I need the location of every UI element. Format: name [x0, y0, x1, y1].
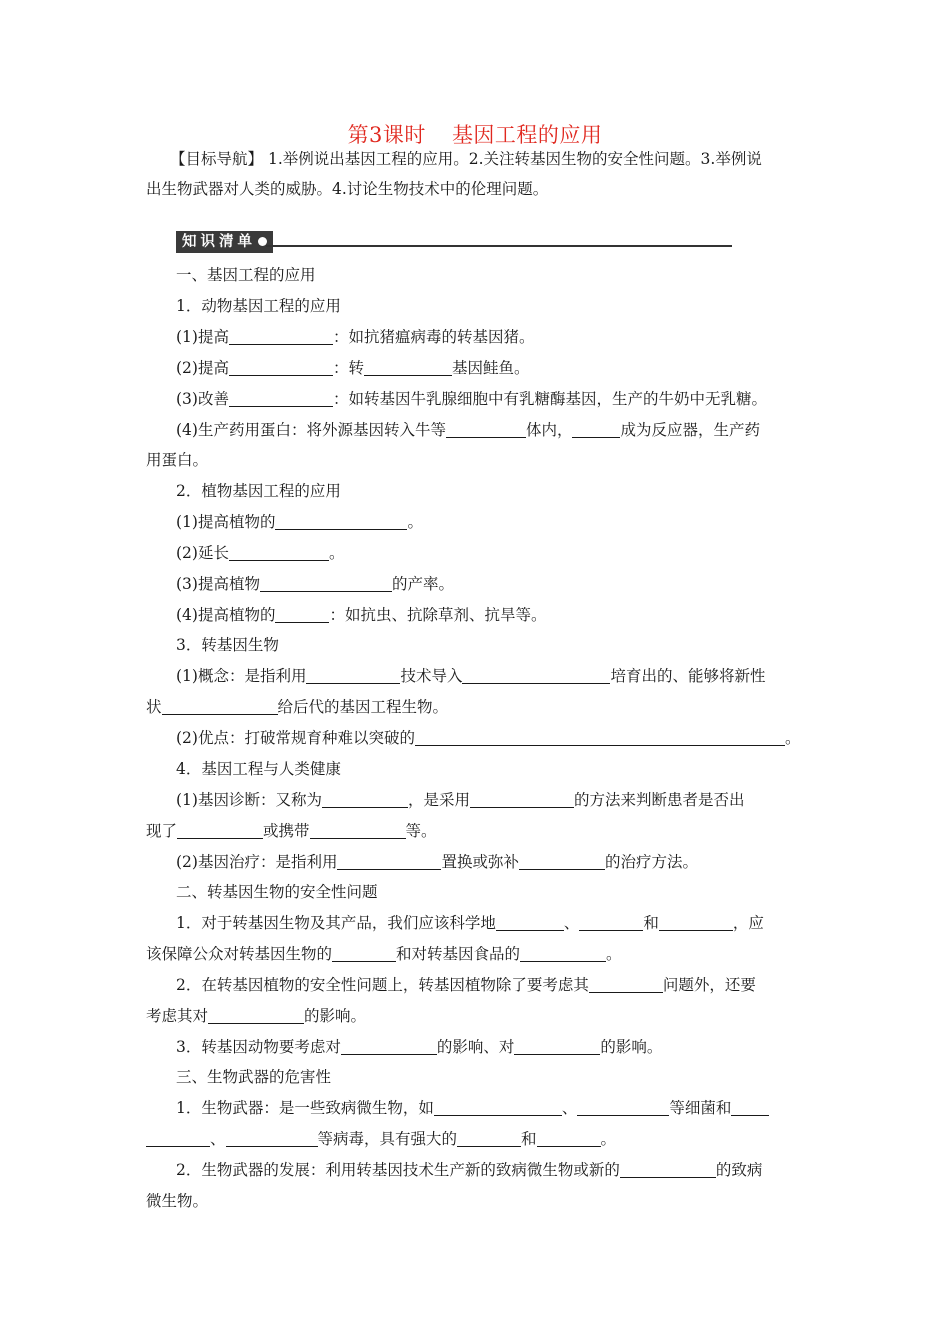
fill-blank[interactable]	[229, 544, 329, 561]
list-item: 1．对于转基因生物及其产品，我们应该科学地 、 和 ，应	[176, 914, 764, 932]
fill-blank[interactable]	[332, 945, 396, 962]
list-item-cont: 该保障公众对转基因生物的 和对转基因食品的 。	[146, 945, 622, 963]
subsection-heading: 3．转基因生物	[176, 636, 279, 654]
fill-blank[interactable]	[337, 853, 441, 870]
fill-blank[interactable]	[620, 1161, 716, 1178]
list-item: (2)基因治疗：是指利用 置换或弥补 的治疗方法。	[176, 853, 698, 871]
fill-blank[interactable]	[146, 1130, 210, 1147]
list-item-cont: 微生物。	[146, 1192, 209, 1210]
section-heading: 一、基因工程的应用	[176, 266, 316, 284]
fill-blank[interactable]	[275, 513, 407, 530]
fill-blank[interactable]	[731, 1099, 769, 1116]
fill-blank[interactable]	[229, 390, 333, 407]
list-item: (2)提高 ：转 基因鲑鱼。	[176, 359, 530, 377]
list-item-cont: 考虑其对 的影响。	[146, 1007, 367, 1025]
list-item: (1)提高植物的 。	[176, 513, 423, 531]
fill-blank[interactable]	[415, 729, 785, 746]
list-item: 2．在转基因植物的安全性问题上，转基因植物除了要考虑其 问题外，还要	[176, 976, 756, 994]
list-item: (2)延长 。	[176, 544, 345, 562]
fill-blank[interactable]	[496, 914, 564, 931]
fill-blank[interactable]	[310, 822, 406, 839]
fill-blank[interactable]	[260, 575, 392, 592]
fill-blank[interactable]	[446, 421, 526, 438]
goal-line-1: 【目标导航】 1.举例说出基因工程的应用。2.关注转基因生物的安全性问题。3.举例说	[170, 150, 762, 168]
fill-blank[interactable]	[537, 1130, 601, 1147]
fill-blank[interactable]	[275, 606, 329, 623]
list-item: (1)提高 ：如抗猪瘟病毒的转基因猪。	[176, 328, 535, 346]
list-item: (1)基因诊断：又称为 ，是采用 的方法来判断患者是否出	[176, 791, 745, 809]
goal-line-2: 出生物武器对人类的威胁。4.讨论生物技术中的伦理问题。	[146, 180, 549, 198]
list-item: 2．生物武器的发展：利用转基因技术生产新的致病微生物或新的 的致病	[176, 1161, 763, 1179]
fill-blank[interactable]	[341, 1038, 437, 1055]
list-item: (3)提高植物 的产率。	[176, 575, 454, 593]
fill-blank[interactable]	[208, 1007, 304, 1024]
title-lesson: 第3课时	[347, 123, 426, 147]
list-item: (3)改善 ：如转基因牛乳腺细胞中有乳糖酶基因，生产的牛奶中无乳糖。	[176, 390, 767, 408]
fill-blank[interactable]	[226, 1130, 318, 1147]
fill-blank[interactable]	[306, 667, 400, 684]
goal-label: 【目标导航】	[170, 150, 264, 168]
list-item: 1．生物武器：是一些致病微生物，如 、 等细菌和	[176, 1097, 769, 1119]
fill-blank[interactable]	[434, 1099, 562, 1116]
list-item: (4)生产药用蛋白：将外源基因转入牛等 体内， 成为反应器，生产药	[176, 421, 760, 439]
fill-blank[interactable]	[229, 328, 333, 345]
list-item: (2)优点：打破常规育种难以突破的 。	[176, 729, 801, 747]
fill-blank[interactable]	[162, 698, 278, 715]
fill-blank[interactable]	[519, 853, 605, 870]
list-item: (4)提高植物的 ：如抗虫、抗除草剂、抗旱等。	[176, 606, 547, 624]
fill-blank[interactable]	[364, 359, 452, 376]
fill-blank[interactable]	[589, 976, 663, 993]
fill-blank[interactable]	[514, 1038, 600, 1055]
title-topic: 基因工程的应用	[451, 123, 603, 147]
fill-blank[interactable]	[577, 1099, 669, 1116]
list-item-cont: 用蛋白。	[146, 451, 209, 469]
subsection-heading: 2．植物基因工程的应用	[176, 482, 341, 500]
banner-label: 知识清单	[182, 234, 256, 250]
fill-blank[interactable]	[462, 667, 610, 684]
section-heading: 二、转基因生物的安全性问题	[176, 883, 378, 901]
subsection-heading: 1．动物基因工程的应用	[176, 297, 341, 315]
fill-blank[interactable]	[572, 421, 620, 438]
list-item-cont: 现了 或携带 等。	[146, 822, 437, 840]
fill-blank[interactable]	[659, 914, 733, 931]
section-heading: 三、生物武器的危害性	[176, 1068, 332, 1086]
subsection-heading: 4．基因工程与人类健康	[176, 760, 341, 778]
fill-blank[interactable]	[470, 791, 574, 808]
list-item: (1)概念：是指利用 技术导入 培育出的、能够将新性	[176, 667, 766, 685]
fill-blank[interactable]	[322, 791, 408, 808]
fill-blank[interactable]	[229, 359, 333, 376]
banner-rule	[266, 245, 732, 247]
list-item: 3．转基因动物要考虑对 的影响、对 的影响。	[176, 1038, 663, 1056]
fill-blank[interactable]	[520, 945, 606, 962]
list-item-cont: 、 等病毒，具有强大的 和 。	[146, 1128, 616, 1150]
fill-blank[interactable]	[579, 914, 643, 931]
page-title	[0, 121, 950, 149]
list-item-cont: 状 给后代的基因工程生物。	[146, 698, 449, 716]
fill-blank[interactable]	[177, 822, 263, 839]
fill-blank[interactable]	[457, 1130, 521, 1147]
